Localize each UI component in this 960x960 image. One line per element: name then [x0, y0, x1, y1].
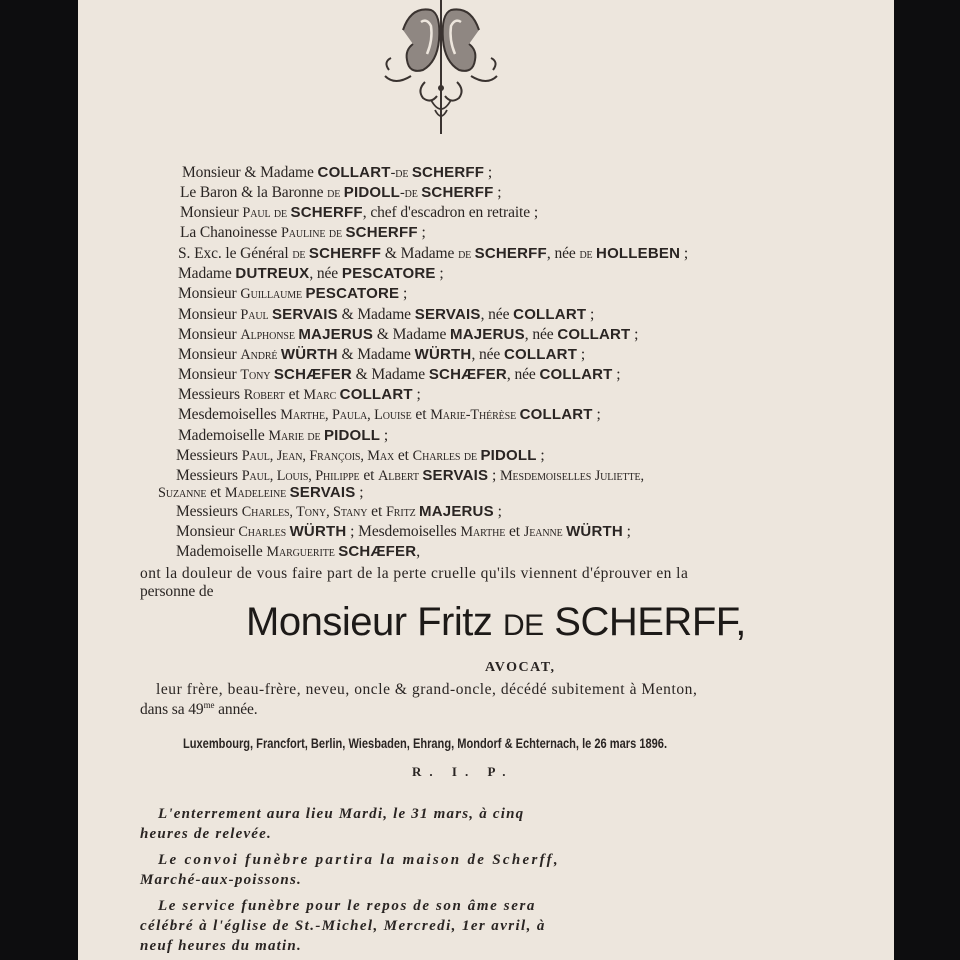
- text: , née: [480, 306, 514, 323]
- family-member-line: [178, 306, 594, 324]
- surname: SCHERFF: [411, 164, 485, 181]
- family-member-line: [180, 204, 538, 222]
- text: ;: [484, 164, 493, 181]
- given-name: de: [579, 246, 597, 262]
- text: et: [367, 503, 386, 520]
- announcement-line-1: ont la douleur de vous faire part de la perte cruelle qu'ils viennent d'éprouver en la: [140, 565, 689, 582]
- text: Monsieur: [178, 366, 241, 383]
- text: Monsieur: [178, 285, 241, 302]
- given-name: Robert: [243, 387, 285, 403]
- given-name: Fritz: [385, 504, 420, 520]
- surname: COLLART: [557, 326, 631, 343]
- profession: AVOCAT,: [485, 660, 556, 675]
- text: , née: [546, 245, 580, 262]
- funeral-line: Le convoi funèbre partira la maison de Scherff,: [158, 852, 560, 868]
- surname: SCHERFF: [345, 224, 418, 241]
- surname: WÜRTH: [280, 346, 338, 363]
- given-name: Marthe, Paula, Louise: [280, 407, 412, 423]
- surname: PESCATORE: [305, 285, 400, 302]
- text: Monsieur: [178, 326, 241, 343]
- surname: COLLART: [339, 386, 413, 403]
- text: Mademoiselle: [178, 427, 269, 444]
- text: & Madame: [381, 245, 459, 262]
- given-name: Paul de: [242, 205, 291, 221]
- text: et: [284, 386, 304, 403]
- text: ;: [355, 484, 364, 501]
- text: ;: [680, 245, 689, 262]
- text: , chef d'escadron en retraite ;: [362, 204, 539, 221]
- text: Monsieur: [180, 204, 243, 221]
- surname: SERVAIS: [414, 306, 481, 323]
- text: ;: [493, 184, 502, 201]
- family-member-line: [180, 184, 501, 202]
- deceased-surname: SCHERFF,: [543, 600, 746, 644]
- text: Mesdemoiselles: [178, 406, 281, 423]
- family-member-line: [178, 245, 688, 263]
- surname: SCHÆFER: [428, 366, 507, 383]
- family-member-line: [158, 484, 363, 502]
- age-prefix: dans sa 49: [140, 701, 204, 719]
- text: ;: [577, 346, 586, 363]
- text: et: [394, 447, 413, 464]
- age-suffix: année.: [214, 701, 258, 719]
- deceased-name: [246, 600, 746, 645]
- text: ;: [622, 523, 631, 540]
- surname: WÜRTH: [566, 523, 623, 540]
- surname: SCHERFF: [290, 204, 363, 221]
- text: & Madame: [337, 346, 415, 363]
- funeral-line: heures de relevée.: [140, 826, 272, 842]
- family-member-line: [176, 467, 644, 485]
- text: ;: [586, 306, 595, 323]
- text: Mademoiselle: [176, 543, 267, 560]
- given-name: Suzanne: [158, 485, 207, 501]
- given-name: Albert: [378, 468, 423, 484]
- surname: SCHÆFER: [273, 366, 352, 383]
- given-name: Paul, Jean, François, Max: [241, 448, 395, 464]
- surname: WÜRTH: [414, 346, 472, 363]
- given-name: Guillaume: [240, 286, 306, 302]
- family-member-line: [178, 427, 388, 445]
- funeral-line: neuf heures du matin.: [140, 938, 302, 954]
- surname: PIDOLL: [480, 447, 537, 464]
- family-member-line: [178, 366, 621, 384]
- text: ;: [435, 265, 444, 282]
- funeral-line: L'enterrement aura lieu Mardi, le 31 mars, à cinq: [158, 806, 525, 822]
- given-name: Marie de: [268, 428, 324, 444]
- deceased-prefix: Monsieur Fritz: [246, 600, 503, 644]
- text: , née: [506, 366, 540, 383]
- given-name: Marguerite: [266, 544, 339, 560]
- text: Messieurs: [176, 503, 242, 520]
- surname: HOLLEBEN: [596, 245, 681, 262]
- surname: SCHERFF: [474, 245, 547, 262]
- given-name: Alphonse: [240, 327, 299, 343]
- text: & Madame: [373, 326, 451, 343]
- funeral-line: Le service funèbre pour le repos de son âme sera: [158, 898, 537, 914]
- text: et: [411, 406, 431, 423]
- surname: SCHERFF: [308, 245, 382, 262]
- places-and-date: Luxembourg, Francfort, Berlin, Wiesbaden, Ehrang, Mondorf & Echternach, le 26 mars 1896.: [183, 736, 668, 751]
- given-name: Mesdemoiselles Juliette,: [499, 468, 645, 484]
- given-name: Charles de: [412, 448, 481, 464]
- given-name: Pauline de: [280, 225, 346, 241]
- family-member-line: [178, 346, 585, 364]
- given-name: Marie-Thérèse: [430, 407, 520, 423]
- family-member-line: [178, 386, 421, 404]
- surname: SCHERFF: [421, 184, 494, 201]
- relation-line-1: leur frère, beau-frère, neveu, oncle & grand-oncle, décédé subitement à Menton,: [156, 681, 698, 698]
- text: , née: [309, 265, 342, 282]
- given-name: Paul: [240, 307, 272, 323]
- family-member-line: [178, 326, 638, 344]
- text: ,: [416, 543, 421, 560]
- surname: MAJERUS: [419, 503, 494, 520]
- text: & Madame: [351, 366, 429, 383]
- monogram-ornament-icon: [381, 0, 507, 136]
- announcement-line-2: personne de: [140, 583, 214, 600]
- text: Messieurs: [176, 447, 242, 464]
- surname: SERVAIS: [271, 306, 338, 323]
- given-name: Jeanne: [523, 524, 567, 540]
- age-superscript: me: [203, 700, 215, 710]
- text: ;: [399, 285, 408, 302]
- family-member-line: [176, 543, 420, 561]
- family-member-line: [178, 265, 444, 283]
- text: ; Mesdemoiselles: [346, 523, 461, 540]
- rip: R. I. P.: [412, 764, 514, 779]
- text: Monsieur: [176, 523, 239, 540]
- given-name: de: [292, 246, 309, 262]
- surname: MAJERUS: [450, 326, 525, 343]
- surname: SERVAIS: [422, 467, 489, 484]
- relation-line-2: [140, 700, 258, 719]
- text: ;: [536, 447, 545, 464]
- text: & Madame: [337, 306, 415, 323]
- text: Messieurs: [176, 467, 242, 484]
- given-name: Madeleine: [224, 485, 290, 501]
- family-member-line: [180, 224, 426, 242]
- surname: COLLART: [317, 164, 391, 181]
- given-name: Marc: [303, 387, 340, 403]
- given-name: -de: [390, 165, 412, 181]
- text: et: [359, 467, 379, 484]
- given-name: Charles, Tony, Stany: [241, 504, 368, 520]
- text: ;: [417, 224, 426, 241]
- family-member-line: [176, 447, 545, 465]
- text: Monsieur & Madame: [182, 164, 318, 181]
- given-name: Tony: [240, 367, 274, 383]
- surname: COLLART: [504, 346, 578, 363]
- given-name: André: [240, 347, 281, 363]
- given-name: de: [327, 185, 344, 201]
- text: , née: [471, 346, 504, 363]
- surname: PESCATORE: [341, 265, 436, 282]
- surname: COLLART: [519, 406, 593, 423]
- text: ;: [380, 427, 389, 444]
- deceased-particle: DE: [503, 609, 544, 642]
- funeral-line: Marché-aux-poissons.: [140, 872, 302, 888]
- surname: SERVAIS: [289, 484, 356, 501]
- given-name: Charles: [238, 524, 290, 540]
- text: Monsieur: [178, 306, 241, 323]
- family-member-line: [176, 523, 631, 541]
- surname: PIDOLL: [343, 184, 400, 201]
- text: Messieurs: [178, 386, 244, 403]
- given-name: -de: [399, 185, 422, 201]
- given-name: Marthe: [460, 524, 506, 540]
- text: ;: [612, 366, 621, 383]
- given-name: de: [458, 246, 475, 262]
- text: S. Exc. le Général: [178, 245, 293, 262]
- family-member-line: [176, 503, 502, 521]
- surname: PIDOLL: [323, 427, 381, 444]
- text: Madame: [178, 265, 236, 282]
- text: ;: [488, 467, 500, 484]
- text: Monsieur: [178, 346, 241, 363]
- text: et: [505, 523, 524, 540]
- text: La Chanoinesse: [180, 224, 281, 241]
- given-name: Paul, Louis, Philippe: [241, 468, 360, 484]
- text: ;: [493, 503, 502, 520]
- mourning-card: [78, 0, 894, 960]
- text: ;: [412, 386, 421, 403]
- family-member-line: [178, 285, 407, 303]
- surname: COLLART: [513, 306, 587, 323]
- surname: DUTREUX: [235, 265, 310, 282]
- text: ;: [630, 326, 639, 343]
- surname: COLLART: [539, 366, 613, 383]
- text: ;: [592, 406, 601, 423]
- funeral-line: célébré à l'église de St.-Michel, Mercredi, 1er avril, à: [140, 918, 546, 934]
- family-member-line: [182, 164, 492, 182]
- text: Le Baron & la Baronne: [180, 184, 328, 201]
- family-member-line: [178, 406, 601, 424]
- text: et: [206, 484, 225, 501]
- surname: MAJERUS: [298, 326, 374, 343]
- surname: WÜRTH: [289, 523, 347, 540]
- surname: SCHÆFER: [338, 543, 417, 560]
- text: , née: [524, 326, 558, 343]
